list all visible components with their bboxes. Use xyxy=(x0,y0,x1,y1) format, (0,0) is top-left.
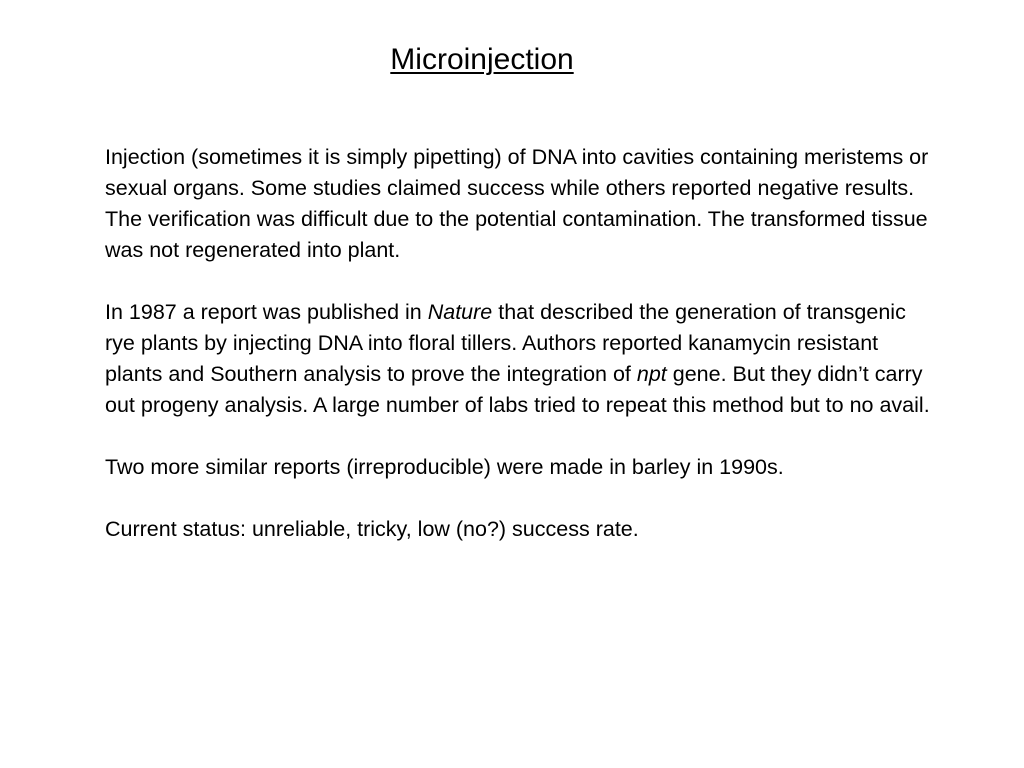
paragraph-1987-report-part3: gene. But they didn’t carry out progeny analysis. A large number of labs tried to repeat this method but to no avail. xyxy=(105,362,930,417)
slide-title: Microinjection xyxy=(390,43,574,76)
paragraph-injection-description: Injection (sometimes it is simply pipetting) of DNA into cavities containing meristems or sexual organs. Some studies claimed success while others reported negative results. The verification was difficult due to the potential contamination. The transformed tissue was not regenerated into plant. xyxy=(105,145,929,262)
paragraph-barley-reports: Two more similar reports (irreproducible) were made in barley in 1990s. xyxy=(105,455,784,479)
gene-name-npt: npt xyxy=(636,362,667,386)
journal-name-nature: Nature xyxy=(427,300,493,324)
paragraph-1987-report-part1: In 1987 a report was published in xyxy=(105,300,428,324)
paragraph-current-status: Current status: unreliable, tricky, low (no?) success rate. xyxy=(105,517,639,541)
paragraph-1987-report-part2: that described the generation of transgenic rye plants by injecting DNA into floral tillers. Authors reported kanamycin resistant plants and Southern analysis to prove the integration of xyxy=(105,300,906,386)
slide-body xyxy=(105,142,935,545)
paragraph-1987-report xyxy=(105,297,935,421)
